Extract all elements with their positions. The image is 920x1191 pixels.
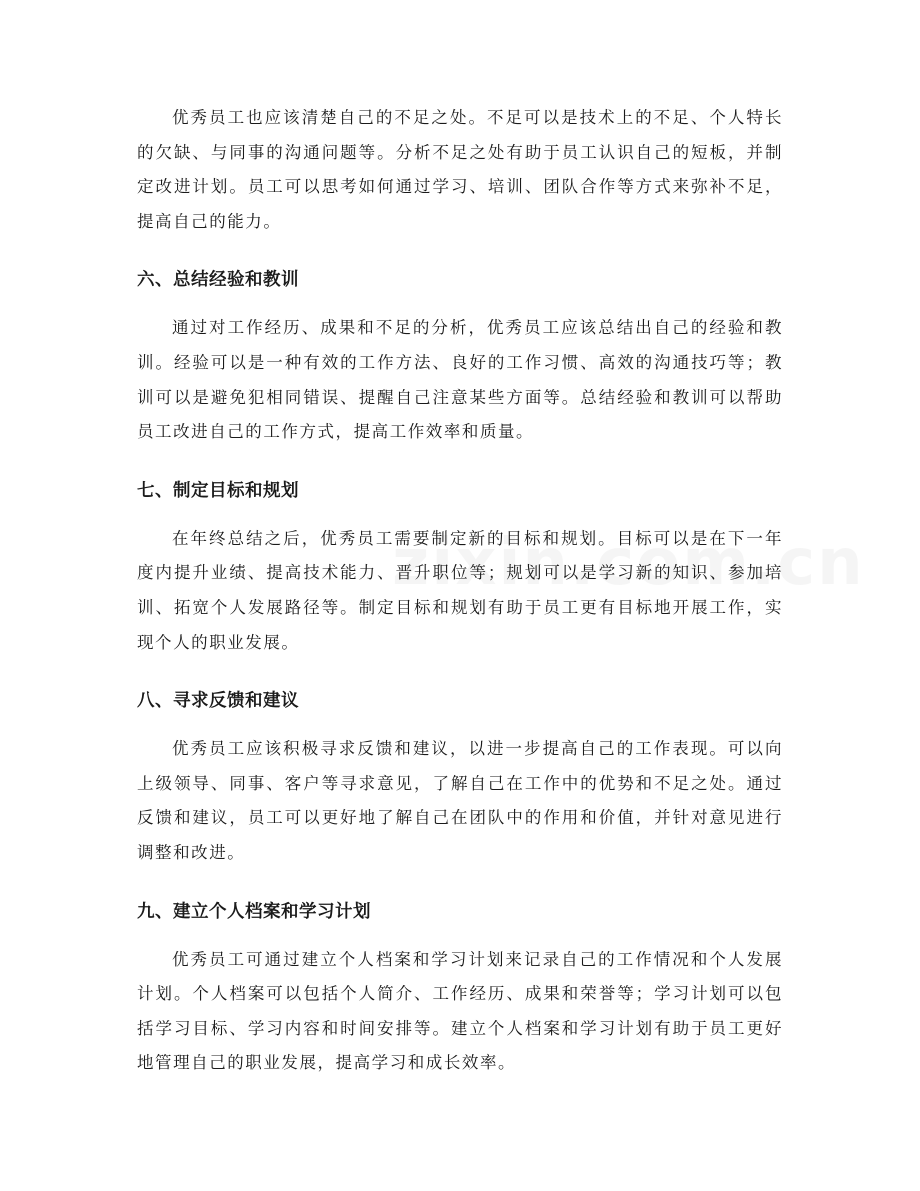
section-heading-8: 八、寻求反馈和建议: [137, 691, 299, 712]
section-body-8: 优秀员工应该积极寻求反馈和建议，以进一步提高自己的工作表现。可以向上级领导、同事、客户等寻求意见，了解自己在工作中的优势和不足之处。通过反馈和建议，员工可以更好地了解自己在团队中的作用和价值，并针对意见进行调整和改进。: [137, 739, 783, 862]
section-body-7: 在年终总结之后，优秀员工需要制定新的目标和规划。目标可以是在下一年度内提升业绩、提高技术能力、晋升职位等；规划可以是学习新的知识、参加培训、拓宽个人发展路径等。制定目标和规划有助于员工更有目标地开展工作，实现个人的职业发展。: [137, 528, 783, 652]
section-heading-7: 七、制定目标和规划: [137, 480, 299, 501]
section-body-9: 优秀员工可通过建立个人档案和学习计划来记录自己的工作情况和个人发展计划。个人档案可以包括个人简介、工作经历、成果和荣誉等；学习计划可以包括学习目标、学习内容和时间安排等。建立个人档案和学习计划有助于员工更好地管理自己的职业发展，提高学习和成长效率。: [137, 949, 783, 1073]
section-heading-6: 六、总结经验和教训: [137, 270, 299, 291]
section-body-6: 通过对工作经历、成果和不足的分析，优秀员工应该总结出自己的经验和教训。经验可以是一种有效的工作方法、良好的工作习惯、高效的沟通技巧等；教训可以是避免犯相同错误、提醒自己注意某些方面等。总结经验和教训可以帮助员工改进自己的工作方式，提高工作效率和质量。: [137, 318, 783, 442]
section-heading-9: 九、建立个人档案和学习计划: [137, 901, 371, 922]
intro-paragraph: 优秀员工也应该清楚自己的不足之处。不足可以是技术上的不足、个人特长的欠缺、与同事的沟通问题等。分析不足之处有助于员工认识自己的短板，并制定改进计划。员工可以思考如何通过学习、培训、团队合作等方式来弥补不足，提高自己的能力。: [137, 108, 783, 231]
